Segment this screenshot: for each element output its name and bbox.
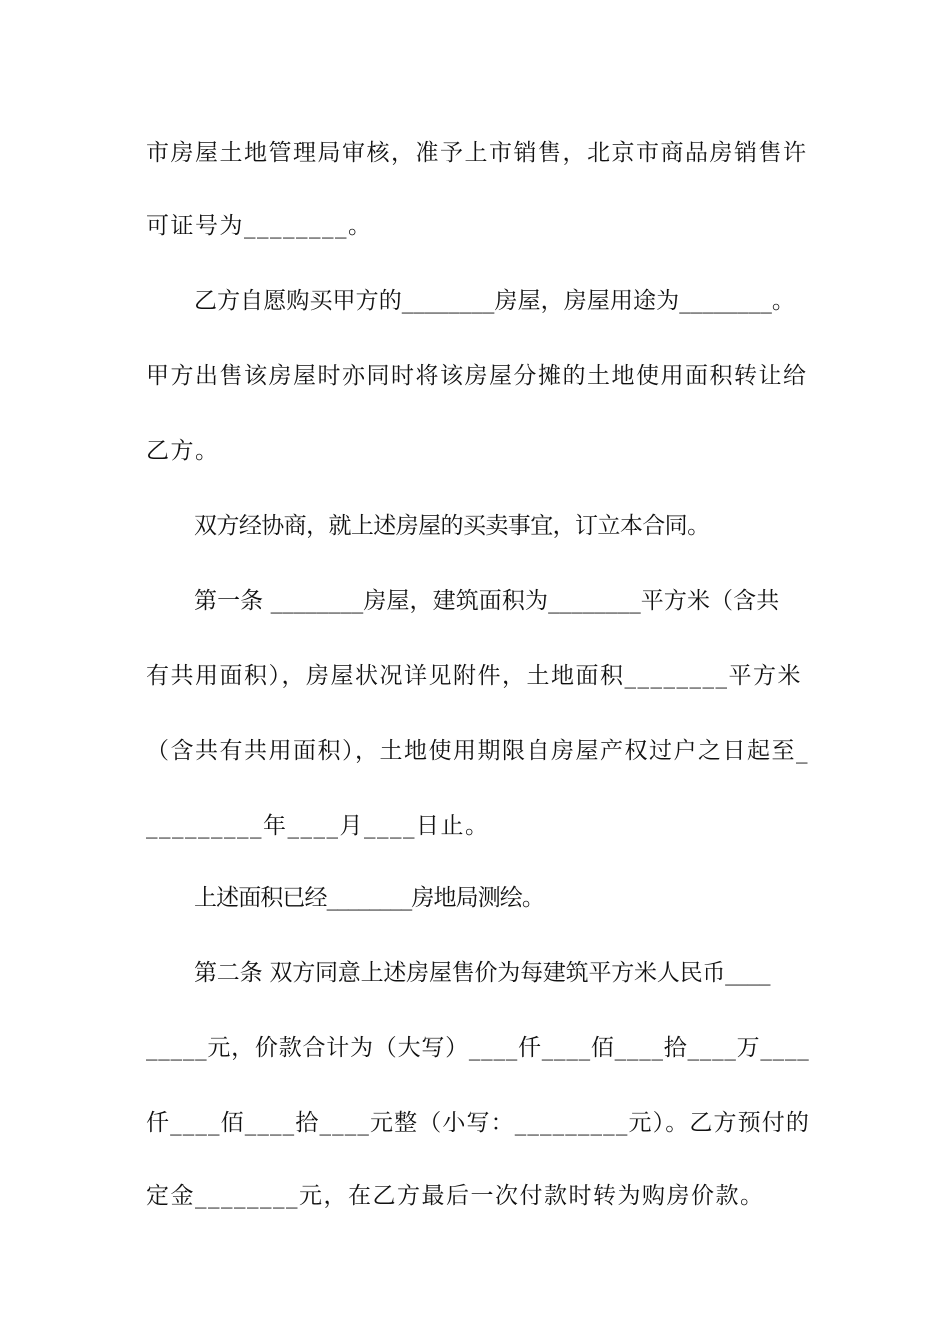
text-line-14: 仟____佰____拾____元整（小写：_________元）。乙方预付的 [146,1110,810,1136]
text-line-7: 第一条 ________房屋，建筑面积为________平方米（含共 [194,588,780,614]
text-line-3: 乙方自愿购买甲方的________房屋，房屋用途为________。 [194,288,795,314]
text-line-12: 第二条 双方同意上述房屋售价为每建筑平方米人民币____ [194,960,771,986]
text-line-2: 可证号为________。 [146,213,373,239]
text-line-8: 有共用面积），房屋状况详见附件，土地面积________平方米 [146,663,802,689]
text-line-10: _________年____月____日止。 [146,813,490,839]
text-line-13: _____元，价款合计为（大写）____仟____佰____拾____万____ [146,1035,810,1061]
text-line-4: 甲方出售该房屋时亦同时将该房屋分摊的土地使用面积转让给 [146,363,808,389]
text-line-11: 上述面积已经________房地局测绘。 [194,885,545,911]
text-line-9: （含共有共用面积），土地使用期限自房屋产权过户之日起至_ [146,738,809,764]
text-line-5: 乙方。 [146,438,220,464]
text-line-1: 市房屋土地管理局审核，准予上市销售，北京市商品房销售许 [146,140,808,166]
text-line-15: 定金________元，在乙方最后一次付款时转为购房价款。 [146,1183,765,1209]
text-line-6: 双方经协商，就上述房屋的买卖事宜，订立本合同。 [194,513,710,539]
